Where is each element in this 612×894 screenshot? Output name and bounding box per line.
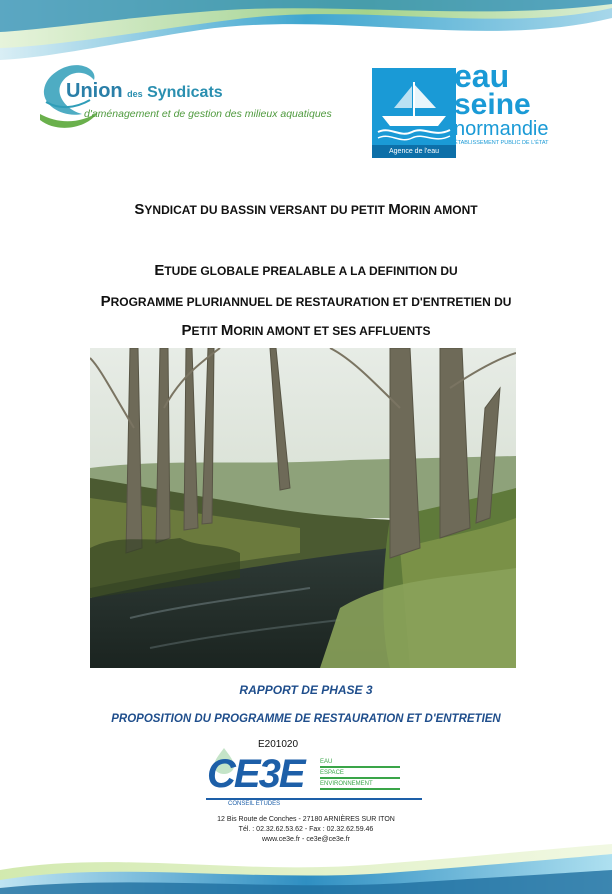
etablissement-label: ÉTABLISSEMENT PUBLIC DE L'ÉTAT xyxy=(454,139,549,146)
report-phase: RAPPORT DE PHASE 3 xyxy=(239,683,373,697)
web-line: www.ce3e.fr - ce3e@ce3e.fr xyxy=(261,836,351,843)
conseil-etudes: CONSEIL ETUDES xyxy=(206,798,422,807)
union-syndicats-logo xyxy=(36,62,366,137)
seine-word: seine xyxy=(454,87,531,121)
syndicat-heading: SYNDICAT DU BASSIN VERSANT DU PETIT MORIN AMONT xyxy=(134,201,478,218)
normandie-word: normandie xyxy=(454,117,549,140)
title-line-1: ETUDE GLOBALE PREALABLE A LA DEFINITION DU xyxy=(154,262,458,279)
title-line-2: PROGRAMME PLURIANNUEL DE RESTAURATION ET D'ENTRETIEN DU xyxy=(100,293,512,310)
union-tagline: d'aménagement et de gestion des milieux aquatiques xyxy=(84,108,332,120)
ce3e-wordmark: CE3E xyxy=(207,752,304,796)
eau-seine-boat-box xyxy=(372,68,456,158)
address-line: 12 Bis Route de Conches - 27180 ARNIÈRES SUR ITON xyxy=(217,816,395,823)
footer-swoosh xyxy=(0,840,612,894)
tag-environnement: ENVIRONNEMENT xyxy=(320,780,400,790)
syndicats-word: Syndicats xyxy=(147,84,223,101)
union-word: Union xyxy=(66,80,123,102)
des-word: des xyxy=(127,89,143,99)
eau-word: eau xyxy=(454,58,510,94)
project-code: E201020 xyxy=(258,739,299,750)
ce3e-tags xyxy=(320,758,400,790)
header-swoosh xyxy=(0,0,612,60)
report-subtitle: PROPOSITION DU PROGRAMME DE RESTAURATION ET D'ENTRETIEN xyxy=(111,713,501,725)
agence-label: Agence de l'eau xyxy=(372,145,456,158)
title-line-3: PETIT MORIN AMONT ET SES AFFLUENTS xyxy=(181,322,431,339)
phone-line: Tél. : 02.32.62.53.62 - Fax : 02.32.62.59.46 xyxy=(238,826,374,833)
eau-seine-wordmark xyxy=(454,58,549,146)
river-photo xyxy=(90,348,516,668)
tag-eau: EAU xyxy=(320,758,400,768)
boat-icon xyxy=(372,68,456,144)
tag-espace: ESPACE xyxy=(320,769,400,779)
